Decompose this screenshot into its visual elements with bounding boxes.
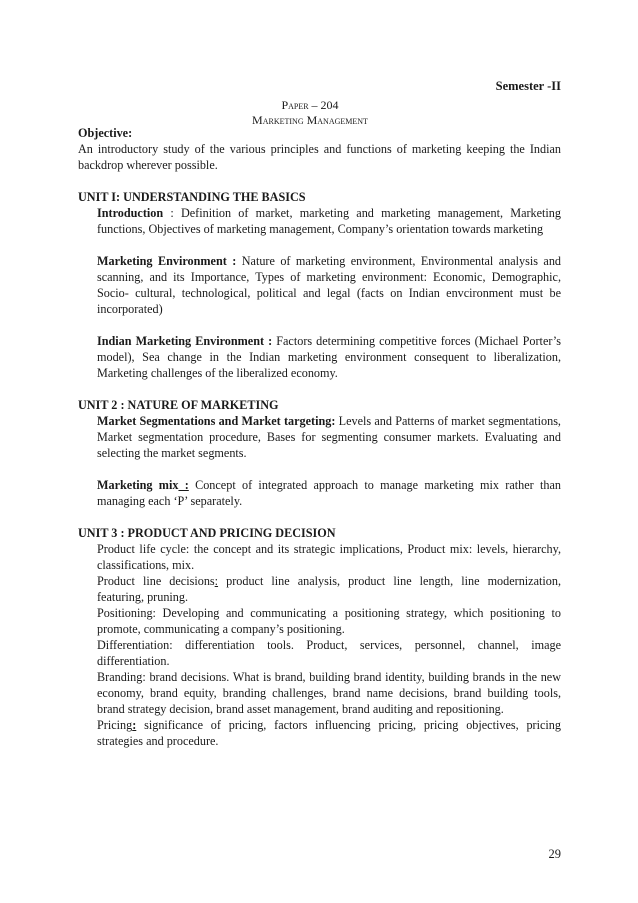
paper-title: Marketing Management: [252, 113, 368, 127]
semester-label: Semester -II: [495, 79, 561, 93]
positioning-text: Positioning: Developing and communicating a positioning strategy, which positioning to promote, communicating a company’s positioning.: [97, 606, 561, 636]
introduction-label: Introduction: [97, 206, 164, 220]
unit-1-introduction: [78, 205, 561, 237]
indian-marketing-environment-label: Indian Marketing Environment :: [97, 334, 273, 348]
unit-1-indian-marketing-environment: [78, 333, 561, 381]
unit-1-heading: UNIT I: UNDERSTANDING THE BASICS: [78, 190, 306, 204]
product-life-cycle-text: Product life cycle: the concept and its strategic implications, Product mix: levels, hierarchy, classifications, mix.: [97, 542, 561, 572]
objective-text: An introductory study of the various principles and functions of marketing keeping the Indian backdrop wherever possible.: [78, 142, 561, 172]
unit-2-heading: UNIT 2 : NATURE OF MARKETING: [78, 398, 279, 412]
unit-1-marketing-environment: [78, 253, 561, 317]
marketing-environment-label: Marketing Environment :: [97, 254, 237, 268]
product-line-decisions-label: Product line decisions: [97, 574, 215, 588]
indian-marketing-environment-text: Factors determining competitive forces (Michael Porter’s model), Sea change in the Indian marketing environment consequent to liberalization, Marketing challenges of the liberalized economy.: [97, 334, 561, 380]
branding-text: Branding: brand decisions. What is brand, building brand identity, building brands in the new economy, brand equity, branding challenges, brand name decisions, brand building tools, brand strategy decision, brand asset management, brand auditing and repositioning.: [97, 670, 561, 716]
marketing-mix-colon: :: [178, 478, 189, 492]
marketing-environment-text: Nature of marketing environment, Environmental analysis and scanning, and its Importance, Types of marketing environment: Economic, Demographic, Socio- cultural, technological, political and legal (facts on Indian envcironment must be incorporated): [97, 254, 562, 316]
differentiation-text: Differentiation: differentiation tools. Product, services, personnel, channel, image differentiation.: [97, 638, 561, 668]
segmentation-label: Market Segmentations and Market targeting:: [97, 414, 336, 428]
marketing-mix-label: Marketing mix: [97, 478, 179, 492]
product-line-decisions-text: product line analysis, product line length, line modernization, featuring, pruning.: [97, 574, 562, 604]
unit-3-heading: UNIT 3 : PRODUCT AND PRICING DECISION: [78, 526, 336, 540]
unit-3-section: [78, 525, 561, 749]
document-body: [78, 125, 561, 749]
pricing-colon: :: [132, 718, 137, 732]
marketing-mix-text: Concept of integrated approach to manage marketing mix rather than managing each ‘P’ separately.: [97, 478, 561, 508]
unit-2-segmentation: [78, 413, 561, 461]
unit-2-marketing-mix: [78, 477, 561, 509]
page-number: 29: [548, 847, 561, 861]
pricing-text: significance of pricing, factors influencing pricing, pricing objectives, pricing strategies and procedure.: [97, 718, 561, 748]
pricing-label: Pricing: [97, 718, 133, 732]
product-line-decisions-colon: :: [214, 574, 219, 588]
unit-1-section: [78, 189, 561, 381]
product-line-decisions: [78, 573, 561, 605]
introduction-text: : Definition of market, marketing and marketing management, Marketing functions, Objectives of marketing management, Company’s orientation towards marketing: [97, 206, 561, 236]
segmentation-text: Levels and Patterns of market segmentations, Market segmentation procedure, Bases for segmenting consumer markets. Evaluating and selecting the market segments.: [97, 414, 561, 460]
paper-number: Paper – 204: [281, 98, 339, 112]
objective-label: Objective:: [78, 126, 133, 140]
unit-2-section: [78, 397, 561, 509]
pricing: [78, 717, 561, 749]
